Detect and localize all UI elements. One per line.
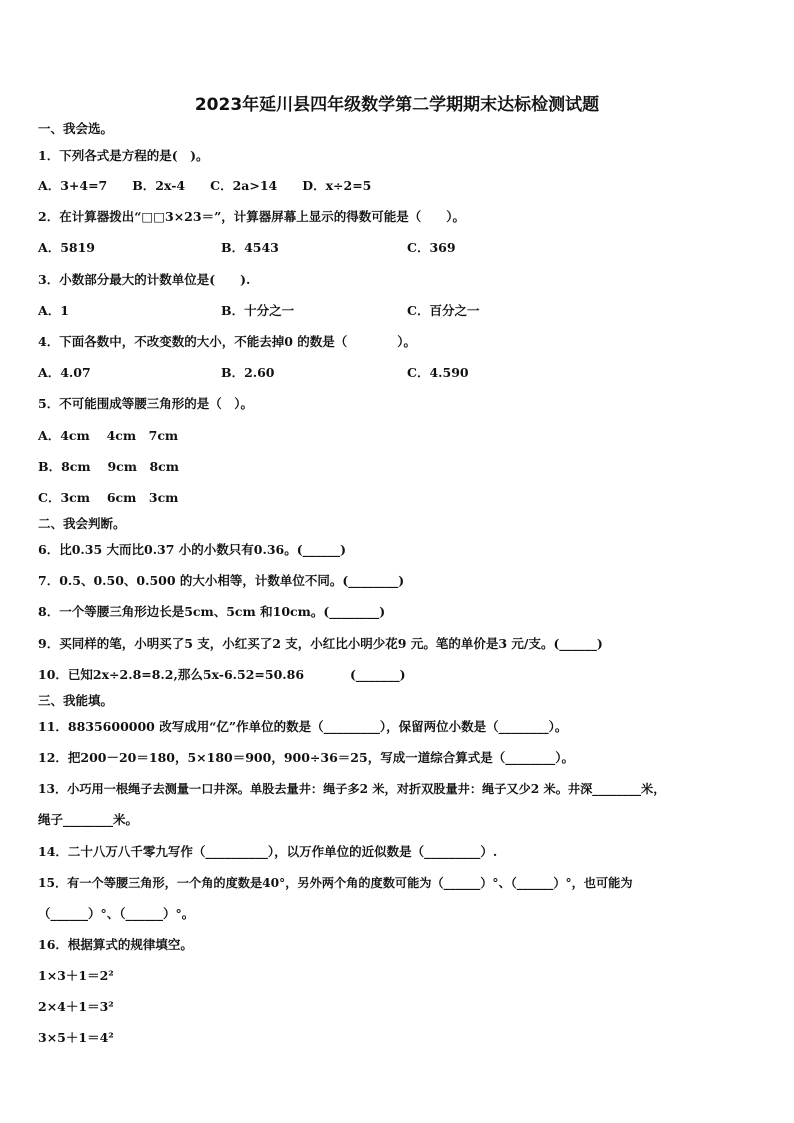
option-b: B．2.60	[221, 365, 275, 380]
section-heading-fill: 三、我能填。	[38, 693, 114, 708]
option-c: C．百分之一	[407, 303, 480, 318]
option-c: C．369	[407, 240, 456, 255]
question-4-stem: 4．下面各数中，不改变数的大小，不能去掉0 的数是（ ）。	[38, 334, 416, 349]
question-15-line-1: 15．有一个等腰三角形，一个角的度数是40°，另外两个角的度数可能为（______）°、（______）°，也可能为	[38, 876, 633, 890]
question-6: 6．比0.35 大而比0.37 小的小数只有0.36。(______)	[38, 542, 347, 557]
question-3-stem: 3．小数部分最大的计数单位是( ).	[38, 272, 251, 287]
option-b: B．十分之一	[221, 303, 295, 318]
question-16-equation-1: 1×3＋1＝2²	[38, 968, 114, 983]
question-16-equation-3: 3×5＋1＝4²	[38, 1030, 114, 1045]
question-8: 8．一个等腰三角形边长是5cm、5cm 和10cm。(________)	[38, 604, 386, 619]
question-15-line-2: （______）°、（______）°。	[38, 906, 195, 921]
question-9: 9．买同样的笔，小明买了5 支，小红买了2 支，小红比小明少花9 元。笔的单价是3 元/支。(______)	[38, 636, 603, 651]
question-13-line-2: 绳子________米。	[38, 812, 139, 827]
question-16-equation-2: 2×4＋1＝3²	[38, 999, 114, 1014]
section-heading-choice: 一、我会选。	[38, 121, 114, 136]
option-a: A．4.07	[38, 365, 91, 380]
question-5-option-a: A．4cm 4cm 7cm	[38, 428, 179, 443]
question-1-options: A．3+4=7 B．2x-4 C．2a>14 D．x÷2=5	[38, 178, 372, 193]
option-a: A．1	[38, 303, 69, 318]
section-heading-judge: 二、我会判断。	[38, 516, 126, 531]
question-5-stem: 5．不可能围成等腰三角形的是（ ）。	[38, 396, 253, 411]
question-5-option-c: C．3cm 6cm 3cm	[38, 490, 179, 505]
question-10	[38, 667, 758, 683]
question-14: 14．二十八万八千零九写作（__________），以万作单位的近似数是（_________）.	[38, 844, 498, 859]
question-1-stem: 1．下列各式是方程的是( )。	[38, 148, 209, 163]
question-2-stem: 2．在计算器拨出“□□3×23＝”，计算器屏幕上显示的得数可能是（ ）。	[38, 209, 466, 224]
question-11: 11．8835600000 改写成用“亿”作单位的数是（_________），保留两位小数是（________）。	[38, 719, 568, 734]
page-title: 2023年延川县四年级数学第二学期期末达标检测试题	[194, 95, 600, 115]
question-7: 7．0.5、0.50、0.500 的大小相等，计数单位不同。(________)	[38, 573, 405, 588]
question-12: 12．把200－20＝180，5×180＝900，900÷36＝25，写成一道综合算式是（________）。	[38, 750, 574, 765]
question-16-stem: 16．根据算式的规律填空。	[38, 937, 193, 952]
question-10-stem: 10．已知2x÷2.8=8.2,那么5x-6.52=50.86	[38, 667, 305, 682]
answer-blank: (_______)	[350, 667, 406, 682]
question-5-option-b: B．8cm 9cm 8cm	[38, 459, 180, 474]
option-c: C．4.590	[407, 365, 469, 380]
option-b: B．4543	[221, 240, 279, 255]
question-13-line-1: 13．小巧用一根绳子去测量一口井深。单股去量井：绳子多2 米，对折双股量井：绳子又少2 米。井深________米，	[38, 782, 666, 796]
option-a: A．5819	[38, 240, 95, 255]
